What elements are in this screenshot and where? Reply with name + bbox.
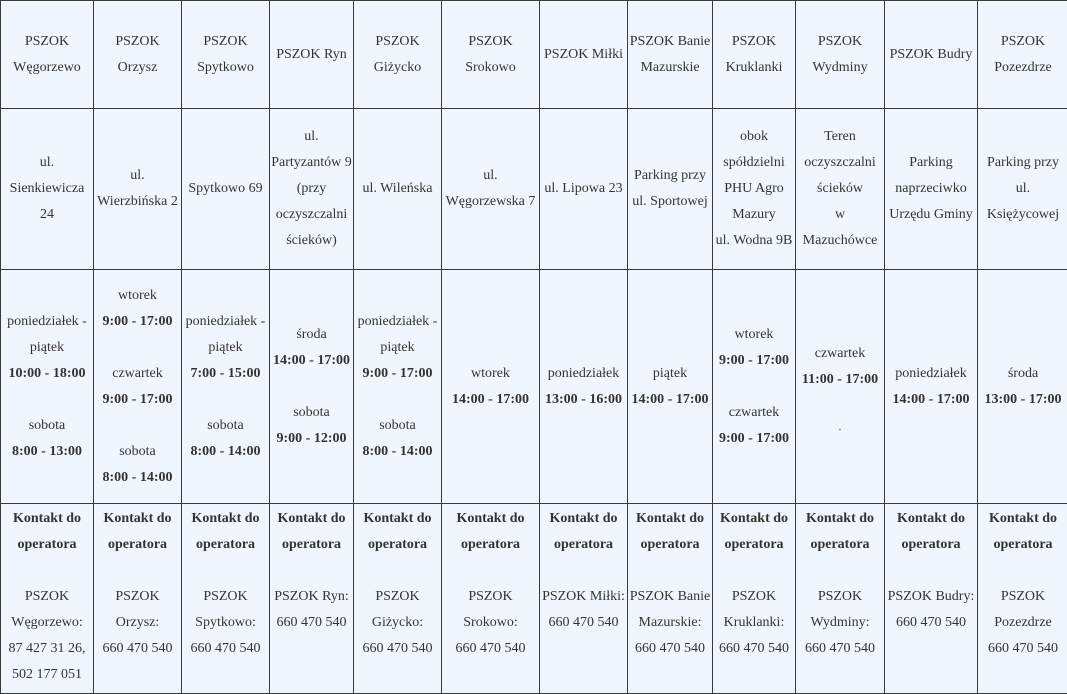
opening-time: 10:00 - 18:00 (2, 361, 92, 387)
opening-hours-cell (182, 270, 270, 504)
facility-name-line: PSZOK (979, 29, 1067, 55)
facility-name-line: Orzysz (95, 55, 180, 81)
address-line: Węgorzewska 7 (443, 189, 538, 215)
spacer (2, 558, 92, 584)
opening-hours-cell (270, 270, 354, 504)
opening-hours-cell (713, 270, 796, 504)
facility-name-line: PSZOK (714, 29, 794, 55)
row-names (1, 1, 1067, 109)
contact-label: Kontakt do operatora (886, 506, 976, 558)
opening-time: 9:00 - 17:00 (714, 426, 794, 452)
opening-hours-cell (1, 270, 94, 504)
spacer (797, 558, 883, 584)
opening-day: sobota (183, 413, 268, 439)
facility-name-line: PSZOK Banie (629, 29, 711, 55)
contact-name: PSZOK Kruklanki: (714, 584, 794, 636)
facility-address-cell (978, 109, 1067, 270)
address-line: ul. Lipowa 23 (541, 176, 626, 202)
address-line: w (797, 202, 883, 228)
opening-time: 9:00 - 17:00 (95, 309, 180, 335)
address-line: Teren oczyszczalni ścieków (797, 124, 883, 202)
facility-name-line: PSZOK (797, 29, 883, 55)
facility-name-line: PSZOK (2, 29, 92, 55)
facility-name-cell (354, 1, 442, 109)
facility-name-cell (978, 1, 1067, 109)
facility-name-line: Kruklanki (714, 55, 794, 81)
contact-phone: 660 470 540 (95, 636, 180, 662)
spacer (271, 374, 352, 400)
contact-name: PSZOK Orzysz: (95, 584, 180, 636)
opening-day: wtorek (714, 322, 794, 348)
spacer (355, 558, 440, 584)
facility-name-line: Mazurskie (629, 55, 711, 81)
opening-day: sobota (355, 413, 440, 439)
facility-address-cell (442, 109, 540, 270)
facility-name-line: PSZOK (183, 29, 268, 55)
spacer (629, 558, 711, 584)
facility-name-cell (94, 1, 182, 109)
contact-name: PSZOK Ryn: (271, 584, 352, 610)
facility-name-cell (628, 1, 713, 109)
facility-name-line: Wydminy (797, 55, 883, 81)
facility-address-cell (540, 109, 628, 270)
contact-phone: 660 470 540 (271, 610, 352, 636)
spacer (797, 393, 883, 419)
row-hours (1, 270, 1067, 504)
opening-day: czwartek (714, 400, 794, 426)
contact-label: Kontakt do operatora (95, 506, 180, 558)
contact-cell (885, 504, 978, 694)
opening-time: 8:00 - 13:00 (2, 439, 92, 465)
contact-name: PSZOK Srokowo: (443, 584, 538, 636)
contact-phone: 660 470 540 (355, 636, 440, 662)
address-line: obok spółdzielni PHU Agro Mazury (714, 124, 794, 228)
contact-cell (978, 504, 1067, 694)
opening-day: poniedziałek - piątek (2, 309, 92, 361)
address-line: ul. Wileńska (355, 176, 440, 202)
opening-time: 13:00 - 17:00 (979, 387, 1067, 413)
opening-time: 9:00 - 17:00 (355, 361, 440, 387)
contact-label: Kontakt do operatora (183, 506, 268, 558)
contact-label: Kontakt do operatora (2, 506, 92, 558)
contact-label: Kontakt do operatora (797, 506, 883, 558)
facility-name-line: Węgorzewo (2, 55, 92, 81)
spacer (95, 413, 180, 439)
facility-address-cell (885, 109, 978, 270)
facility-name-cell (885, 1, 978, 109)
opening-hours-cell (796, 270, 885, 504)
opening-day: poniedziałek - piątek (355, 309, 440, 361)
spacer (714, 558, 794, 584)
spacer (95, 335, 180, 361)
opening-time: 8:00 - 14:00 (95, 465, 180, 491)
contact-phone: 660 470 540 (714, 636, 794, 662)
facility-address-cell (796, 109, 885, 270)
address-line: ul. (271, 124, 352, 150)
address-line: Sienkiewicza (2, 176, 92, 202)
row-contacts (1, 504, 1067, 694)
contact-phone: 660 470 540 (797, 636, 883, 662)
facility-name-cell (182, 1, 270, 109)
facility-address-cell (270, 109, 354, 270)
opening-hours-cell (978, 270, 1067, 504)
spacer (355, 387, 440, 413)
contact-cell (796, 504, 885, 694)
contact-phone: 660 470 540 (886, 610, 976, 636)
opening-hours-cell (628, 270, 713, 504)
facility-name-line: PSZOK (443, 29, 538, 55)
opening-day: poniedziałek (886, 361, 976, 387)
facility-name-line: PSZOK Ryn (271, 42, 352, 68)
opening-time: 9:00 - 17:00 (95, 387, 180, 413)
contact-name: PSZOK Giżycko: (355, 584, 440, 636)
contact-cell (354, 504, 442, 694)
facility-address-cell (1, 109, 94, 270)
spacer (95, 558, 180, 584)
contact-name: PSZOK Pozezdrze (979, 584, 1067, 636)
address-line: Parking naprzeciwko Urzędu Gminy (886, 150, 976, 228)
facility-name-line: PSZOK Budry (886, 42, 976, 68)
contact-phone: 87 427 31 26, 502 177 051 (2, 636, 92, 688)
address-line: Parking przy ul. Księżycowej (979, 150, 1067, 228)
contact-phone: 660 470 540 (979, 636, 1067, 662)
contact-name: PSZOK Wydminy: (797, 584, 883, 636)
facility-address-cell (354, 109, 442, 270)
opening-day: sobota (271, 400, 352, 426)
contact-phone: 660 470 540 (183, 636, 268, 662)
facility-name-line: Spytkowo (183, 55, 268, 81)
facility-address-cell (94, 109, 182, 270)
contact-name: PSZOK Spytkowo: (183, 584, 268, 636)
facility-name-cell (540, 1, 628, 109)
spacer (443, 558, 538, 584)
contact-cell (94, 504, 182, 694)
opening-time: 14:00 - 17:00 (629, 387, 711, 413)
contact-name: PSZOK Miłki: (541, 584, 626, 610)
opening-day: sobota (95, 439, 180, 465)
contact-phone: 660 470 540 (541, 610, 626, 636)
spacer (271, 558, 352, 584)
facility-name-cell (270, 1, 354, 109)
opening-time: 13:00 - 16:00 (541, 387, 626, 413)
address-line: ul. (443, 163, 538, 189)
opening-day: sobota (2, 413, 92, 439)
spacer (541, 558, 626, 584)
facility-address-cell (182, 109, 270, 270)
facility-address-cell (713, 109, 796, 270)
spacer (2, 387, 92, 413)
facility-name-cell (713, 1, 796, 109)
facility-address-cell (628, 109, 713, 270)
contact-name: PSZOK Węgorzewo: (2, 584, 92, 636)
contact-name: PSZOK Banie Mazurskie: (629, 584, 711, 636)
address-line: Spytkowo 69 (183, 176, 268, 202)
address-line: ul. Wierzbińska 2 (95, 163, 180, 215)
facility-name-line: PSZOK (355, 29, 440, 55)
opening-day: czwartek (95, 361, 180, 387)
contact-label: Kontakt do operatora (979, 506, 1067, 558)
opening-hours-cell (354, 270, 442, 504)
spacer (714, 374, 794, 400)
contact-cell (442, 504, 540, 694)
opening-day: poniedziałek - piątek (183, 309, 268, 361)
contact-cell (270, 504, 354, 694)
opening-day: wtorek (443, 361, 538, 387)
address-line: ul. Wodna 9B (714, 228, 794, 254)
contact-name: PSZOK Budry: (886, 584, 976, 610)
opening-time: 9:00 - 12:00 (271, 426, 352, 452)
spacer (183, 558, 268, 584)
contact-label: Kontakt do operatora (271, 506, 352, 558)
opening-day: poniedziałek (541, 361, 626, 387)
address-line: Parking przy ul. Sportowej (629, 163, 711, 215)
contact-cell (540, 504, 628, 694)
opening-day: środa (979, 361, 1067, 387)
spacer (886, 558, 976, 584)
opening-hours-cell (885, 270, 978, 504)
opening-time: 11:00 - 17:00 (797, 367, 883, 393)
opening-day: piątek (629, 361, 711, 387)
contact-cell (713, 504, 796, 694)
opening-day: wtorek (95, 283, 180, 309)
facility-name-cell (796, 1, 885, 109)
opening-day: środa (271, 322, 352, 348)
spacer (979, 558, 1067, 584)
spacer (183, 387, 268, 413)
opening-time: 8:00 - 14:00 (355, 439, 440, 465)
facility-name-cell (1, 1, 94, 109)
facility-name-line: Srokowo (443, 55, 538, 81)
contact-phone: 660 470 540 (443, 636, 538, 662)
opening-day: czwartek (797, 341, 883, 367)
address-line: 24 (2, 202, 92, 228)
contact-label: Kontakt do operatora (629, 506, 711, 558)
hours-note: . (797, 419, 883, 433)
address-line: Partyzantów 9 (271, 150, 352, 176)
address-line: Mazuchówce (797, 228, 883, 254)
facility-name-line: Giżycko (355, 55, 440, 81)
contact-label: Kontakt do operatora (443, 506, 538, 558)
contact-phone: 660 470 540 (629, 636, 711, 662)
opening-hours-cell (540, 270, 628, 504)
facility-name-line: PSZOK Miłki (541, 42, 626, 68)
facility-name-line: PSZOK (95, 29, 180, 55)
row-addresses (1, 109, 1067, 270)
contact-label: Kontakt do operatora (714, 506, 794, 558)
facility-name-cell (442, 1, 540, 109)
contact-label: Kontakt do operatora (355, 506, 440, 558)
contact-cell (1, 504, 94, 694)
contact-label: Kontakt do operatora (541, 506, 626, 558)
contact-cell (628, 504, 713, 694)
opening-time: 8:00 - 14:00 (183, 439, 268, 465)
address-line: (przy oczyszczalni ścieków) (271, 176, 352, 254)
opening-hours-cell (94, 270, 182, 504)
opening-time: 14:00 - 17:00 (886, 387, 976, 413)
contact-cell (182, 504, 270, 694)
opening-time: 14:00 - 17:00 (271, 348, 352, 374)
opening-hours-cell (442, 270, 540, 504)
opening-time: 14:00 - 17:00 (443, 387, 538, 413)
address-line: ul. (2, 150, 92, 176)
opening-time: 7:00 - 15:00 (183, 361, 268, 387)
facility-name-line: Pozezdrze (979, 55, 1067, 81)
opening-time: 9:00 - 17:00 (714, 348, 794, 374)
